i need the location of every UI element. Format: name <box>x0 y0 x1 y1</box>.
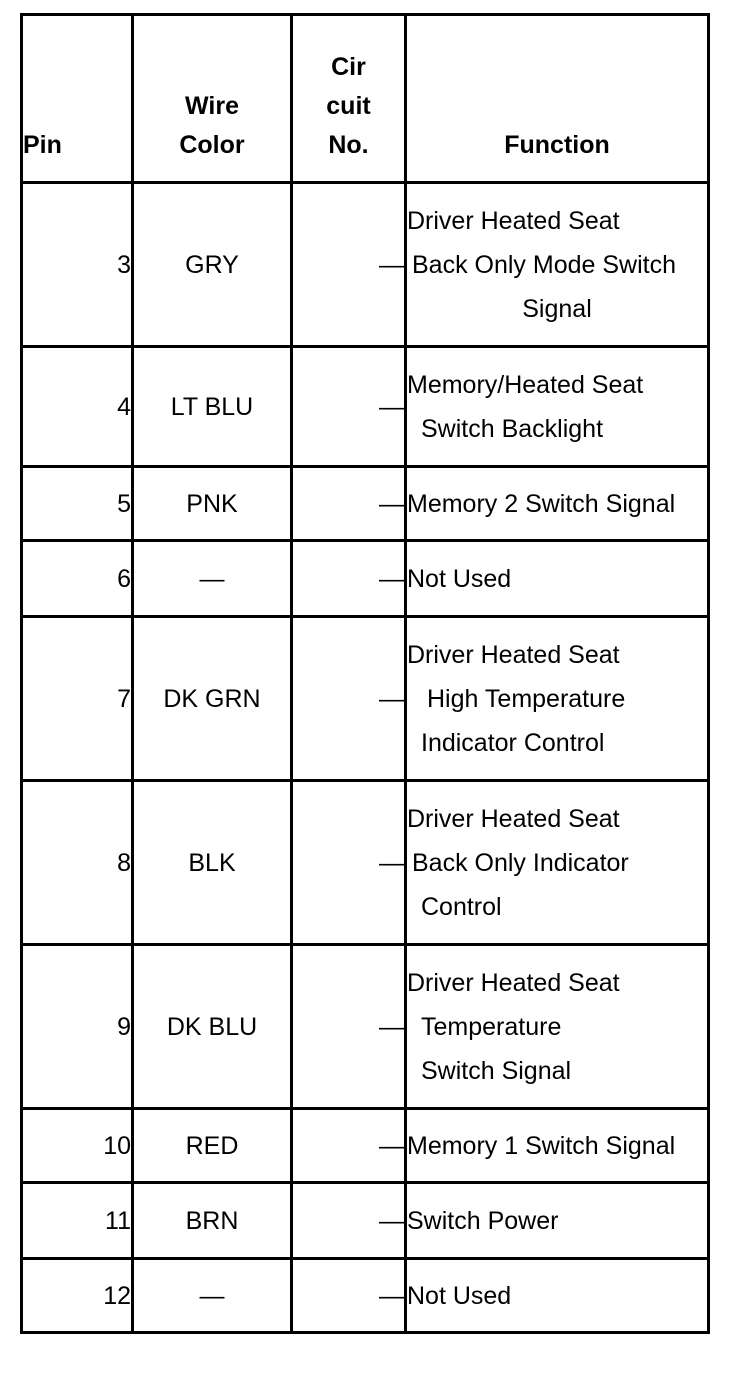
function-cell <box>406 1259 709 1333</box>
wire-color-cell: DK BLU <box>133 945 292 1109</box>
function-line: Temperature <box>421 1012 562 1041</box>
wire-color-cell: DK GRN <box>133 617 292 781</box>
function-cell <box>406 781 709 945</box>
wire-color-cell: — <box>133 541 292 617</box>
circuit-cell: — <box>292 945 406 1109</box>
function-cell <box>406 541 709 617</box>
table-row <box>22 467 709 541</box>
pin-cell: 3 <box>22 183 133 347</box>
function-line: Back Only Mode Switch <box>412 250 676 279</box>
circuit-cell: — <box>292 467 406 541</box>
circuit-cell: — <box>292 183 406 347</box>
function-line: Driver Heated Seat <box>407 206 620 235</box>
header-wire-color: Wire Color <box>133 15 292 183</box>
circuit-cell: — <box>292 541 406 617</box>
function-cell <box>406 617 709 781</box>
table-row <box>22 945 709 1109</box>
pin-cell: 10 <box>22 1109 133 1183</box>
table-row <box>22 1259 709 1333</box>
table-row <box>22 617 709 781</box>
function-line: Memory/Heated Seat <box>407 370 644 399</box>
header-pin: Pin <box>22 15 133 183</box>
function-line: Not Used <box>407 1281 512 1310</box>
function-line: Signal <box>522 294 592 323</box>
function-line: Switch Power <box>407 1206 559 1235</box>
table-row <box>22 1183 709 1259</box>
circuit-cell: — <box>292 1109 406 1183</box>
header-function: Function <box>406 15 709 183</box>
function-cell <box>406 1183 709 1259</box>
header-circuit-no: Cir cuit No. <box>292 15 406 183</box>
pin-cell: 6 <box>22 541 133 617</box>
function-line: Memory 2 Switch Signal <box>407 489 676 518</box>
function-line: Driver Heated Seat <box>407 804 620 833</box>
pinout-table <box>20 13 710 1334</box>
function-line: Not Used <box>407 564 512 593</box>
pin-cell: 5 <box>22 467 133 541</box>
table-row <box>22 183 709 347</box>
pin-cell: 8 <box>22 781 133 945</box>
function-line: Driver Heated Seat <box>407 640 620 669</box>
function-line: Switch Signal <box>421 1056 572 1085</box>
table-row <box>22 347 709 467</box>
function-cell <box>406 347 709 467</box>
function-line: Indicator Control <box>421 728 605 757</box>
circuit-cell: — <box>292 1259 406 1333</box>
circuit-cell: — <box>292 347 406 467</box>
wire-color-cell: — <box>133 1259 292 1333</box>
pin-cell: 11 <box>22 1183 133 1259</box>
function-cell <box>406 467 709 541</box>
function-line: Control <box>421 892 502 921</box>
table-row <box>22 1109 709 1183</box>
wire-color-cell: BLK <box>133 781 292 945</box>
function-line: Memory 1 Switch Signal <box>407 1131 676 1160</box>
circuit-cell: — <box>292 781 406 945</box>
wire-color-cell: RED <box>133 1109 292 1183</box>
table-row <box>22 781 709 945</box>
circuit-cell: — <box>292 1183 406 1259</box>
pin-cell: 12 <box>22 1259 133 1333</box>
header-row <box>22 15 709 183</box>
function-cell <box>406 183 709 347</box>
wire-color-cell: BRN <box>133 1183 292 1259</box>
pin-cell: 4 <box>22 347 133 467</box>
function-cell <box>406 945 709 1109</box>
table-row <box>22 541 709 617</box>
function-line: Switch Backlight <box>421 414 604 443</box>
pin-cell: 7 <box>22 617 133 781</box>
function-line: High Temperature <box>427 684 626 713</box>
circuit-cell: — <box>292 617 406 781</box>
wire-color-cell: GRY <box>133 183 292 347</box>
wire-color-cell: PNK <box>133 467 292 541</box>
function-line: Driver Heated Seat <box>407 968 620 997</box>
pin-cell: 9 <box>22 945 133 1109</box>
wire-color-cell: LT BLU <box>133 347 292 467</box>
function-cell <box>406 1109 709 1183</box>
function-line: Back Only Indicator <box>412 848 629 877</box>
